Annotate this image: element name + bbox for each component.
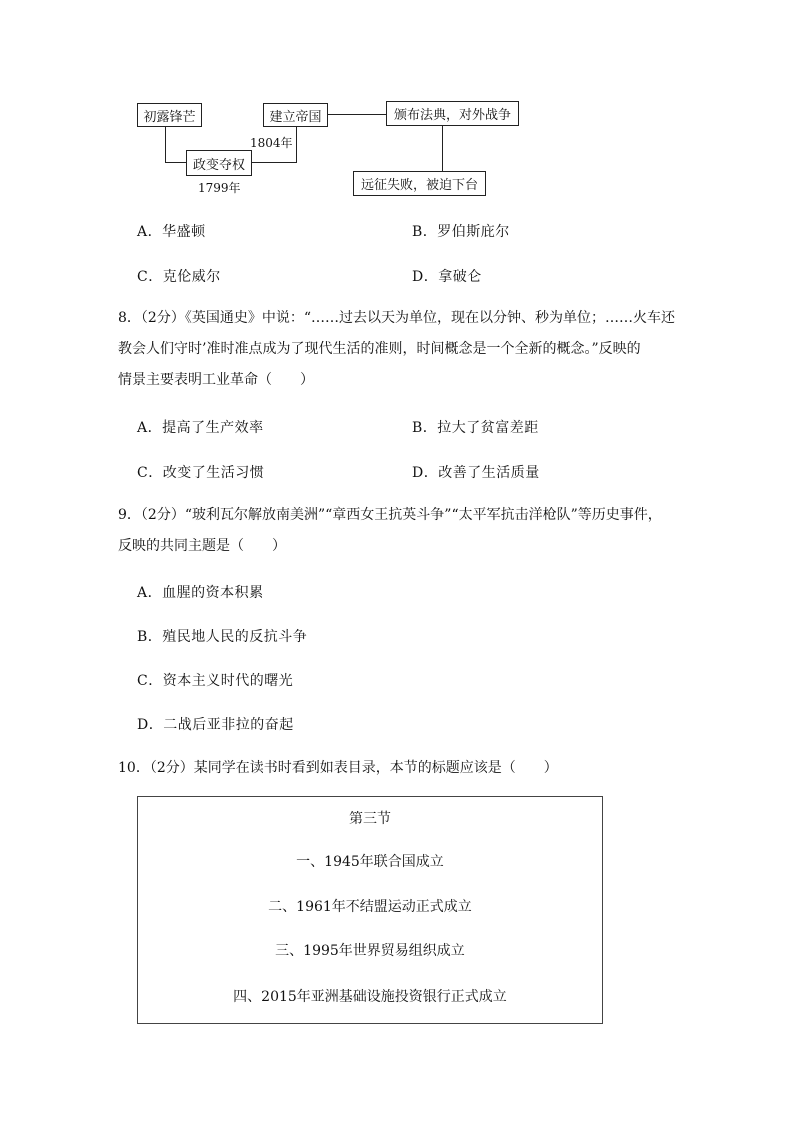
- node-yuanzheng-shibai: 远征失败，被迫下台: [353, 171, 486, 196]
- toc-item-3: 三、1995年世界贸易组织成立: [275, 943, 465, 959]
- q9-option-d[interactable]: D．二战后亚非拉的奋起: [137, 717, 294, 733]
- q8-option-d[interactable]: D．改善了生活质量: [412, 465, 540, 481]
- q7-option-a[interactable]: A．华盛顿: [137, 224, 206, 240]
- toc-item-4: 四、2015年亚洲基础设施投资银行正式成立: [233, 989, 507, 1005]
- q8-stem-line-1: 8．（2分）《英国通史》中说：“……过去以天为单位，现在以分钟、秒为单位；……火车还: [118, 310, 675, 326]
- connector: [442, 126, 443, 171]
- q7-option-b[interactable]: B．罗伯斯庇尔: [412, 224, 510, 240]
- connector: [165, 127, 166, 163]
- q9-option-c[interactable]: C．资本主义时代的曙光: [137, 673, 294, 689]
- q8-option-c[interactable]: C．改变了生活习惯: [137, 465, 265, 481]
- q9-stem-line-2: 反映的共同主题是（ ）: [118, 538, 286, 554]
- toc-title: 第三节: [349, 811, 391, 827]
- q7-option-c[interactable]: C．克伦威尔: [137, 269, 221, 285]
- q8-option-b[interactable]: B．拉大了贫富差距: [412, 420, 539, 436]
- q9-stem-line-1: 9．（2分）“玻利瓦尔解放南美洲”“章西女王抗英斗争”“太平军抗击洋枪队”等历史事件，: [118, 507, 662, 523]
- node-jianli-diguo: 建立帝国: [263, 103, 328, 127]
- year-1799-label: 1799年: [198, 181, 241, 195]
- connector: [296, 125, 297, 163]
- year-1804-label: 1804年: [250, 136, 293, 150]
- table-of-contents-box: [137, 796, 603, 1024]
- node-zhengbian-duoquan: 政变夺权: [186, 150, 252, 176]
- q8-stem-line-3: 情景主要表明工业革命（ ）: [118, 372, 314, 388]
- connector: [165, 162, 186, 163]
- toc-item-1: 一、1945年联合国成立: [296, 854, 444, 870]
- q8-option-a[interactable]: A．提高了生产效率: [137, 420, 264, 436]
- connector: [328, 114, 386, 115]
- q10-stem-line-1: 10．（2分）某同学在读书时看到如表目录，本节的标题应该是（ ）: [118, 760, 558, 776]
- q9-option-a[interactable]: A．血腥的资本积累: [137, 585, 264, 601]
- q8-stem-line-2: 教会人们守时’准时准点成为了现代生活的准则，时间概念是一个全新的概念。”反映的: [118, 341, 641, 357]
- q9-option-b[interactable]: B．殖民地人民的反抗斗争: [137, 629, 308, 645]
- q7-option-d[interactable]: D．拿破仑: [412, 269, 482, 285]
- node-banbu-fadian: 颁布法典，对外战争: [386, 101, 519, 126]
- toc-item-2: 二、1961年不结盟运动正式成立: [268, 899, 472, 915]
- node-chulu-fengmang: 初露锋芒: [137, 103, 202, 127]
- connector: [252, 162, 297, 163]
